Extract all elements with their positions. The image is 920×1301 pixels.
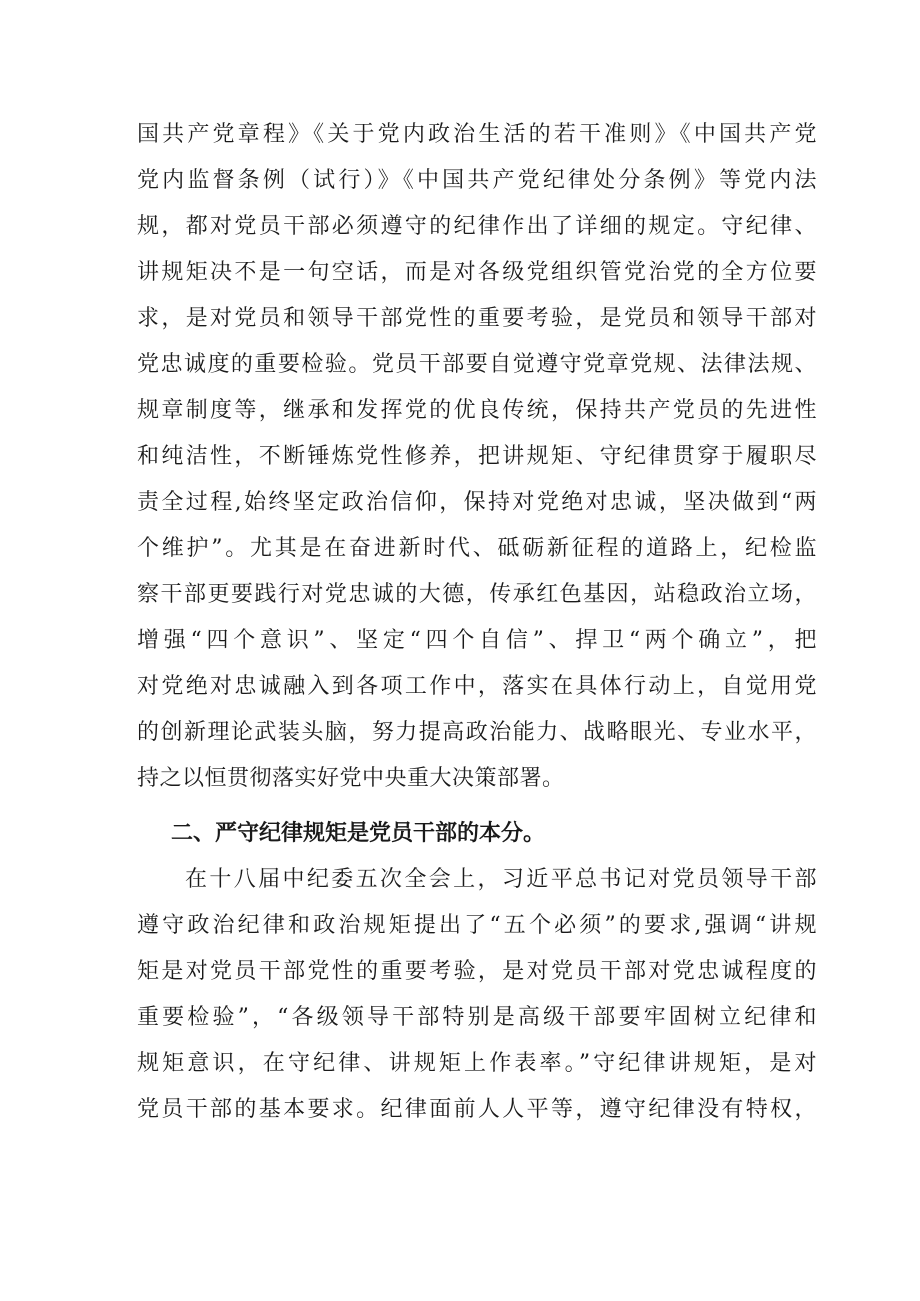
text-line: 规矩意识，在守纪律、讲规矩上作表率。”守纪律讲规矩，是对	[137, 1051, 817, 1076]
text-line: 察干部更要践行对党忠诚的大德，传承红色基因，站稳政治立场，	[137, 582, 817, 607]
text-line: 个维护”。尤其是在奋进新时代、砥砺新征程的道路上，纪检监	[137, 536, 817, 561]
text-line: 在十八届中纪委五次全会上，习近平总书记对党员领导干部	[185, 867, 817, 892]
text-line: 党内监督条例（试行）》《中国共产党纪律处分条例》等党内法	[137, 168, 817, 193]
text-line: 持之以恒贯彻落实好党中央重大决策部署。	[137, 766, 565, 791]
text-line: 责全过程,始终坚定政治信仰，保持对党绝对忠诚，坚决做到“两	[137, 490, 817, 515]
section-heading: 二、严守纪律规矩是党员干部的本分。	[171, 821, 546, 846]
text-line: 增强“四个意识”、坚定“四个自信”、捍卫“两个确立”，把	[137, 628, 817, 653]
paragraph-1	[137, 112, 817, 802]
text-line: 的创新理论武装头脑，努力提高政治能力、战略眼光、专业水平，	[137, 720, 817, 745]
paragraph-2	[137, 857, 817, 1133]
document-body	[137, 112, 817, 1133]
text-line: 求，是对党员和领导干部党性的重要考验，是党员和领导干部对	[137, 306, 817, 331]
text-line: 规章制度等，继承和发挥党的优良传统，保持共产党员的先进性	[137, 398, 817, 423]
text-line: 对党绝对忠诚融入到各项工作中，落实在具体行动上，自觉用党	[137, 674, 817, 699]
text-line: 讲规矩决不是一句空话，而是对各级党组织管党治党的全方位要	[137, 260, 817, 285]
text-line: 遵守政治纪律和政治规矩提出了“五个必须”的要求,强调“讲规	[137, 913, 817, 938]
text-line: 重要检验”，“各级领导干部特别是高级干部要牢固树立纪律和	[137, 1005, 817, 1030]
text-line: 党员干部的基本要求。纪律面前人人平等，遵守纪律没有特权，	[137, 1097, 817, 1122]
text-line: 矩是对党员干部党性的重要考验，是对党员干部对党忠诚程度的	[137, 959, 817, 984]
text-line: 规，都对党员干部必须遵守的纪律作出了详细的规定。守纪律、	[137, 214, 817, 239]
text-line: 和纯洁性，不断锤炼党性修养，把讲规矩、守纪律贯穿于履职尽	[137, 444, 817, 469]
text-line: 国共产党章程》《关于党内政治生活的若干准则》《中国共产党	[137, 122, 817, 147]
text-line: 党忠诚度的重要检验。党员干部要自觉遵守党章党规、法律法规、	[137, 352, 817, 377]
